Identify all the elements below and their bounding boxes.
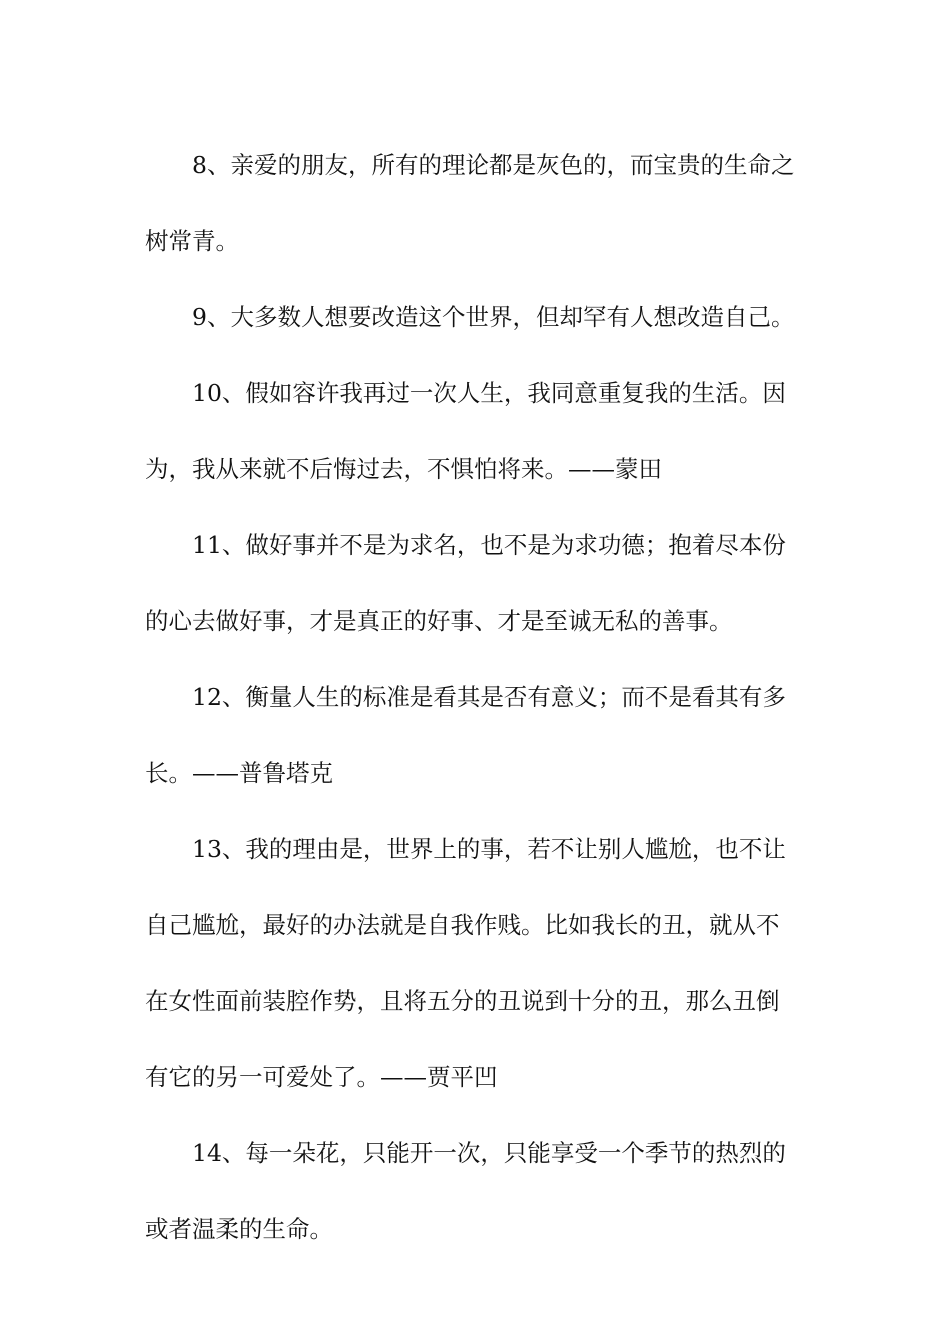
document-body <box>145 127 805 1267</box>
paragraph-line: 或者温柔的生命。 <box>145 1215 333 1243</box>
paragraph-line: 在女性面前装腔作势，且将五分的丑说到十分的丑，那么丑倒 <box>145 987 780 1015</box>
quote-paragraph-14 <box>145 1115 805 1267</box>
paragraph-line: 8、亲爱的朋友，所有的理论都是灰色的，而宝贵的生命之 <box>192 151 795 179</box>
paragraph-line: 为，我从来就不后悔过去，不惧怕将来。——蒙田 <box>145 455 662 483</box>
quote-paragraph-8 <box>145 127 805 279</box>
quote-paragraph-9 <box>145 279 805 355</box>
paragraph-line: 10、假如容许我再过一次人生，我同意重复我的生活。因 <box>192 379 786 407</box>
paragraph-line: 有它的另一可爱处了。——贾平凹 <box>145 1063 498 1091</box>
paragraph-line: 13、我的理由是，世界上的事，若不让别人尴尬，也不让 <box>192 835 786 863</box>
paragraph-line: 9、大多数人想要改造这个世界，但却罕有人想改造自己。 <box>192 303 795 331</box>
paragraph-line: 长。——普鲁塔克 <box>145 759 333 787</box>
quote-paragraph-10 <box>145 355 805 507</box>
quote-paragraph-13 <box>145 811 805 1115</box>
paragraph-line: 的心去做好事，才是真正的好事、才是至诚无私的善事。 <box>145 607 733 635</box>
paragraph-line: 自己尴尬，最好的办法就是自我作贱。比如我长的丑，就从不 <box>145 911 780 939</box>
paragraph-line: 14、每一朵花，只能开一次，只能享受一个季节的热烈的 <box>192 1139 786 1167</box>
paragraph-line: 树常青。 <box>145 227 239 255</box>
quote-paragraph-12 <box>145 659 805 811</box>
paragraph-line: 12、衡量人生的标准是看其是否有意义；而不是看其有多 <box>192 683 786 711</box>
quote-paragraph-11 <box>145 507 805 659</box>
paragraph-line: 11、做好事并不是为求名，也不是为求功德；抱着尽本份 <box>192 531 786 559</box>
